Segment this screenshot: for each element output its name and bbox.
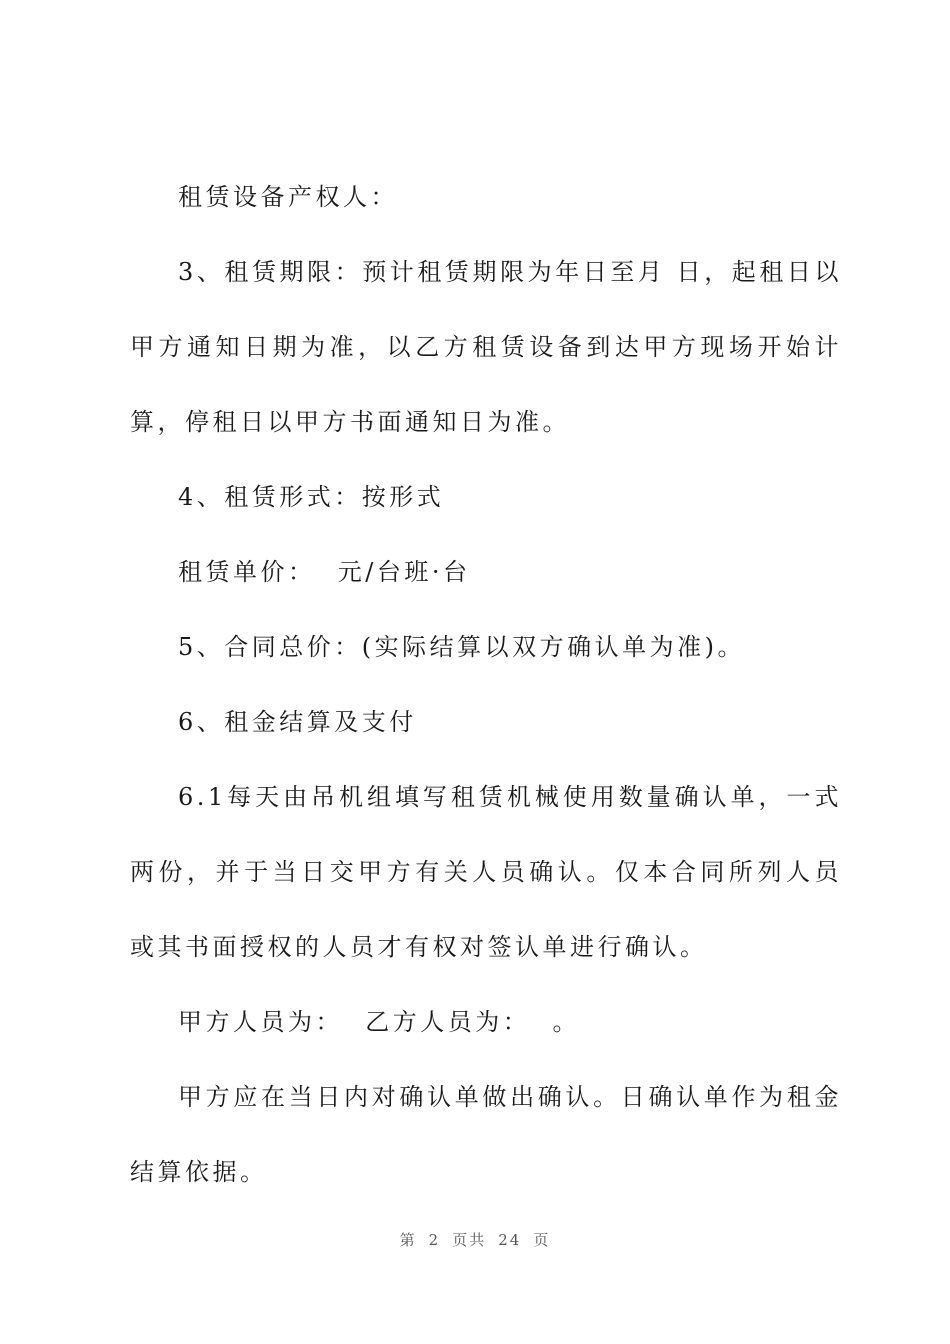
footer-total-pages: 24 [498, 1231, 522, 1249]
paragraph-total-price: 5、合同总价：(实际结算以双方确认单为准)。 [178, 633, 745, 661]
paragraph-confirmation-basis: 甲方应在当日内对确认单做出确认。日确认单作为租金结算依据。 [130, 1083, 842, 1186]
paragraph-unit-price: 租赁单价： 元/台班·台 [178, 558, 471, 586]
page-footer [0, 1229, 950, 1250]
footer-prefix: 第 [399, 1231, 417, 1249]
footer-middle: 页共 [452, 1231, 487, 1249]
paragraph-personnel: 甲方人员为： 乙方人员为： 。 [178, 1008, 581, 1036]
paragraph-equipment-owner: 租赁设备产权人： [178, 183, 398, 211]
footer-suffix: 页 [533, 1231, 551, 1249]
paragraph-rent-settlement-heading: 6、租金结算及支付 [178, 708, 417, 736]
document-body [130, 160, 842, 1210]
paragraph-daily-confirmation: 6.1每天由吊机组填写租赁机械使用数量确认单，一式两份，并于当日交甲方有关人员确认。仅本合同所列人员或其书面授权的人员才有权对签认单进行确认。 [130, 783, 842, 961]
paragraph-lease-form: 4、租赁形式：按形式 [178, 483, 445, 511]
footer-page-number: 2 [428, 1231, 441, 1249]
paragraph-lease-term: 3、租赁期限：预计租赁期限为年日至月 日，起租日以甲方通知日期为准，以乙方租赁设备到达甲方现场开始计算，停租日以甲方书面通知日为准。 [130, 258, 842, 436]
